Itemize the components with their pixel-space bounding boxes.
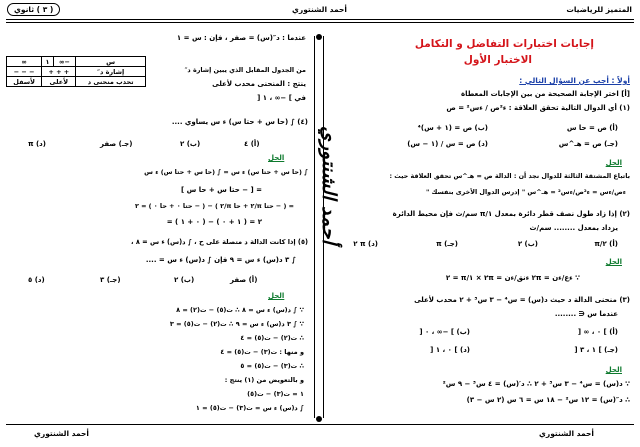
intro-line-3: ينتج : المنحنى محدب لأعلى (212, 80, 306, 88)
q1-option-b: (ب) ص = (١ + س)⁴ (417, 124, 488, 132)
title-main: إجابات اختبارات التفاضل و التكامل (414, 38, 594, 50)
table-cell: س (76, 57, 146, 67)
title-test: الاختبار الأول (463, 54, 532, 66)
q5-solution-line: ∴ ت(٢) − ت(٥) = ٤ (240, 334, 304, 342)
sign-table-row (7, 77, 146, 87)
q2-option-b: (ب) ٢ (517, 240, 538, 248)
q5-solution-label: الحل (268, 292, 285, 300)
q5-solution-line: ∵ ∫ ٣ د(س) ء س = ٩ ∴ ت(٢) − ت(٥) = ٣ (169, 320, 304, 328)
q5-solution-line: ∴ ت(٣) − ت(٥) = ٥ (240, 362, 304, 370)
q4-option-c: (جـ) صفر (100, 140, 133, 148)
q2-text: (٢) إذا زاد طول نصف قطر دائرة بمعدل ١/π سم/ث فإن محيط الدائرة (392, 210, 630, 218)
q2-text-2: يزداد بمعدل ........ سم/ث (529, 224, 618, 232)
q3-option-b: (ب) ] −∞ ، ٠ [ (419, 328, 470, 336)
q3-option-d: (د) ] ٠ ، ١ [ (430, 346, 470, 354)
q4-text: (٤) ∫ (حا س + حتا س) ء س يساوي .... (171, 118, 308, 126)
footer-rule (6, 424, 634, 425)
q5-solution-line: و منها : ت(٣) − ت(٥) = ٤ (220, 348, 304, 356)
q3-solution-1: ∵ د(س) = س⁴ − ٣ س³ + ٢ ∴ د′(س) = ٤ س³ − ٩ س² (442, 380, 630, 388)
header-grade: ( ٣ ) ثانوي (7, 3, 60, 16)
header-brand: المتميز للرياضيات (566, 5, 632, 14)
q5-option-d: (د) ٥ (28, 276, 45, 284)
q2-option-a: (أ) ٢/π (594, 240, 618, 248)
table-cell: لأسفل (7, 77, 42, 87)
table-cell: ∞ (7, 57, 42, 67)
q4-solution-1: ∫ (حا س + حتا س) ء س = ∫ (حا س + حتا س) ء س (144, 168, 308, 176)
table-cell: + + + (42, 67, 76, 77)
q1-option-c: (جـ) ص = هـ^س (558, 140, 618, 148)
q4-solution-label: الحل (268, 154, 285, 162)
q2-solution: ∵ ءع/ءن = ٢π ءنق/ءن = ٢π × ١/π = ٢ (445, 274, 580, 282)
q1-solution-label: الحل (605, 159, 622, 167)
q1-solution-2: ءص/ءس = ء²ص/ءس² = هـ^س " إدرس الدوال الأخرى بنفسك " (425, 188, 626, 196)
q3-solution-label: الحل (605, 366, 622, 374)
divider-dot-bottom (316, 416, 322, 422)
q5-text: (٥) إذا كانت الدالة د متصلة على ح ، ∫ د(س) ء س = ٨ ، (131, 238, 308, 246)
divider-dot-top (316, 34, 322, 40)
table-cell: تحدب منحنى د (76, 77, 146, 87)
q4-solution-3: = ( − حتا π/٢ + حا π/٢ ) − ( − حتا ٠ + حا ٠ ) = ٢ (134, 202, 294, 210)
q5-solution-line: ∵ ∫ د(س) ء س = ٨ ∴ ت(٥) − ت(٢) = ٨ (176, 306, 304, 314)
q5-solution-line: ١ = ت(٣) − ت(٥) (247, 390, 304, 398)
q2-option-c: (جـ) π (436, 240, 458, 248)
q1-solution-1: باتباع المشتقة الثالثة للدوال نجد أن : الدالة ص = هـ^س تحقق العلاقة حيث : (389, 172, 630, 180)
q5-option-b: (ب) ٢ (174, 276, 195, 284)
q3-option-c: (جـ) ] ١ ، ٣ [ (574, 346, 618, 354)
q3-option-a: (أ) ] ٠ ، ∞ [ (577, 328, 618, 336)
table-cell: −∞ (53, 57, 76, 67)
q2-option-d: (د) π ٢ (353, 240, 378, 248)
q3-solution-2: ∴ د″(س) = ١٢ س² − ١٨ س = ٦ س (٢ س − ٣) (466, 396, 630, 404)
q5-option-c: (جـ) ٣ (100, 276, 121, 284)
q5-text-2: ∫ ٣ د(س) ء س = ٩ فإن ∫ د(س) ء س = .... (145, 256, 296, 264)
footer-author-left: أحمد الشنتوري (34, 429, 89, 438)
instruction: [أ] اختر الإجابة الصحيحة من بين الإجابات المعطاة (460, 90, 630, 98)
intro-line-1: عندما : د″(س) = صفر ، فإن : س = ١ (176, 34, 306, 42)
header-rule (6, 19, 634, 20)
q4-option-a: (أ) ٤ (244, 140, 260, 148)
q3-text: (٣) منحنى الدالة د حيث د(س) = س⁴ − ٣ س³ + ٢ محدب لأعلى (414, 296, 630, 304)
table-cell: إشارة د″ (76, 67, 146, 77)
watermark-signature: أحمد الشنتوري (318, 126, 340, 244)
sign-table-row (7, 67, 146, 77)
q5-solution-line: ∫ د(س) ء س = ت(٣) − ت(٥) = ١ (195, 404, 304, 412)
q1-option-d: (د) ص = س / (١ − س) (407, 140, 488, 148)
q4-solution-4: ٢ = ( ١ + ٠ ) − ( ٠ + ١ ) = (166, 218, 262, 226)
table-cell: لأعلى (42, 77, 76, 87)
footer-author-right: أحمد الشنتوري (539, 429, 594, 438)
q3-text-2: عندما س ∈ ........ (554, 310, 618, 318)
q4-solution-2: = [ − حتا س + حا س ] (180, 186, 262, 194)
q5-option-a: (أ) صفر (230, 276, 258, 284)
header-rule-2 (6, 22, 634, 23)
q1-text: (١) أي الدوال التالية تحقق العلاقة : ء²ص / ءس² = ص (446, 104, 630, 112)
sign-table-row (7, 57, 146, 67)
header-author: أحمد الشنتوري (292, 5, 347, 14)
q4-option-d: (د) π (28, 140, 46, 148)
q1-option-a: (أ) ص = حا س (566, 124, 618, 132)
question-header: أولاً : أجب عن السؤال التالي : (519, 76, 630, 85)
intro-line-4: في ] −∞ ، ١ [ (257, 94, 306, 102)
intro-line-2: من الجدول المقابل الذي يبين إشارة د″ (184, 66, 306, 74)
table-cell: − − − (7, 67, 42, 77)
sign-table (6, 56, 146, 87)
q5-solution-line: و بالتعويض من (١) ينتج : (224, 376, 304, 384)
q4-option-b: (ب) ٢ (180, 140, 201, 148)
q2-solution-label: الحل (605, 258, 622, 266)
table-cell: ١ (42, 57, 53, 67)
